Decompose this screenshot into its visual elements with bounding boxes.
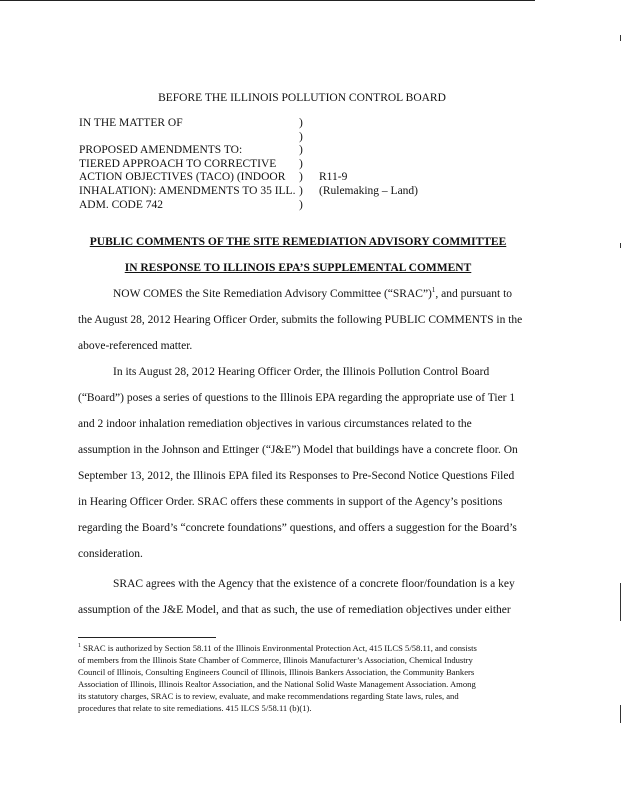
body-line: (“Board”) poses a series of questions to the Illinois EPA regarding the appropriate use of Tier 1 (78, 392, 516, 404)
footnote-marker: 1 (78, 643, 81, 650)
body-line: assumption in the Johnson and Ettinger (“J&E”) Model that buildings have a concrete floor. On (78, 444, 518, 456)
paren: ) (299, 198, 303, 211)
document-title: BEFORE THE ILLINOIS POLLUTION CONTROL BOARD (158, 92, 446, 104)
paren: ) (299, 157, 303, 170)
docket-type: (Rulemaking – Land) (319, 184, 419, 197)
body-line: consideration. (78, 548, 143, 560)
docket-block (319, 171, 418, 198)
footnote-line: Association of Illinois, Illinois Realtor Association, and the National Solid Waste Management Association. Among (78, 679, 476, 689)
caption-line: ADM. CODE 742 (79, 198, 164, 211)
caption-line (79, 131, 295, 145)
footnote-line: its statutory charges, SRAC is to review, evaluate, and make recommendations regarding State laws, rules, and (78, 691, 459, 701)
body-line: in Hearing Officer Order. SRAC offers these comments in support of the Agency’s positions (78, 496, 503, 508)
caption-line: ACTION OBJECTIVES (TACO) (INDOOR (79, 171, 286, 184)
caption-line: INHALATION): AMENDMENTS TO 35 ILL. (79, 184, 296, 197)
docket-number: R11-9 (319, 171, 348, 184)
paren: ) (299, 184, 303, 197)
comments-heading-line-1: PUBLIC COMMENTS OF THE SITE REMEDIATION ADVISORY COMMITTEE (89, 236, 507, 248)
body-line: regarding the Board’s “concrete foundations” questions, and offers a suggestion for the Board’s (78, 522, 517, 534)
scan-mark (620, 243, 621, 248)
footnote-reference: 1 (431, 286, 436, 295)
body-paragraph-3-first-line: SRAC agrees with the Agency that the existence of a concrete floor/foundation is a key (113, 578, 515, 590)
scan-mark (620, 35, 621, 41)
footnote-line: Council of Illinois, Consulting Engineers Council of Illinois, Illinois Bankers Association, the Community Bankers (78, 667, 475, 677)
footnote-line: of members from the Illinois State Chamber of Commerce, Illinois Manufacturer’s Association, Chemical Industry (78, 655, 473, 665)
caption-matter (79, 117, 295, 212)
caption-line: TIERED APPROACH TO CORRECTIVE (79, 157, 277, 170)
body-paragraph-1-first-line (113, 288, 512, 300)
top-border-line (0, 0, 535, 1)
body-paragraph-2-first-line: In its August 28, 2012 Hearing Officer Order, the Illinois Pollution Control Board (113, 366, 490, 378)
footnote-line: procedures that relate to site remediations. 415 ILCS 5/58.11 (b)(1). (78, 703, 312, 713)
body-text: NOW COMES the Site Remediation Advisory Committee (“SRAC”) (113, 288, 432, 300)
body-line: above-referenced matter. (78, 340, 193, 352)
body-line: September 13, 2012, the Illinois EPA filed its Responses to Pre-Second Notice Questions Filed (78, 470, 515, 482)
scan-mark (620, 705, 621, 723)
footnote-first-line (78, 643, 477, 653)
caption-parentheses (299, 117, 303, 212)
body-line: assumption of the J&E Model, and that as such, the use of remediation objectives under either (78, 604, 511, 616)
paren: ) (299, 130, 303, 143)
body-line: the August 28, 2012 Hearing Officer Order, submits the following PUBLIC COMMENTS in the (78, 314, 523, 326)
footnote-separator (78, 637, 216, 638)
caption-line: PROPOSED AMENDMENTS TO: (79, 144, 243, 157)
paren: ) (299, 117, 303, 129)
paren: ) (299, 171, 303, 184)
body-text: , and pursuant to (435, 288, 513, 300)
paren: ) (299, 144, 303, 157)
footnote-text: SRAC is authorized by Section 58.11 of the Illinois Environmental Protection Act, 415 ILCS 5/58.11, and consists (81, 643, 477, 653)
body-line: and 2 indoor inhalation remediation objectives in various circumstances related to the (78, 418, 472, 430)
scan-mark (620, 583, 621, 621)
caption-line: IN THE MATTER OF (79, 117, 183, 129)
comments-heading-line-2: IN RESPONSE TO ILLINOIS EPA’S SUPPLEMENTAL COMMENT (124, 262, 472, 274)
